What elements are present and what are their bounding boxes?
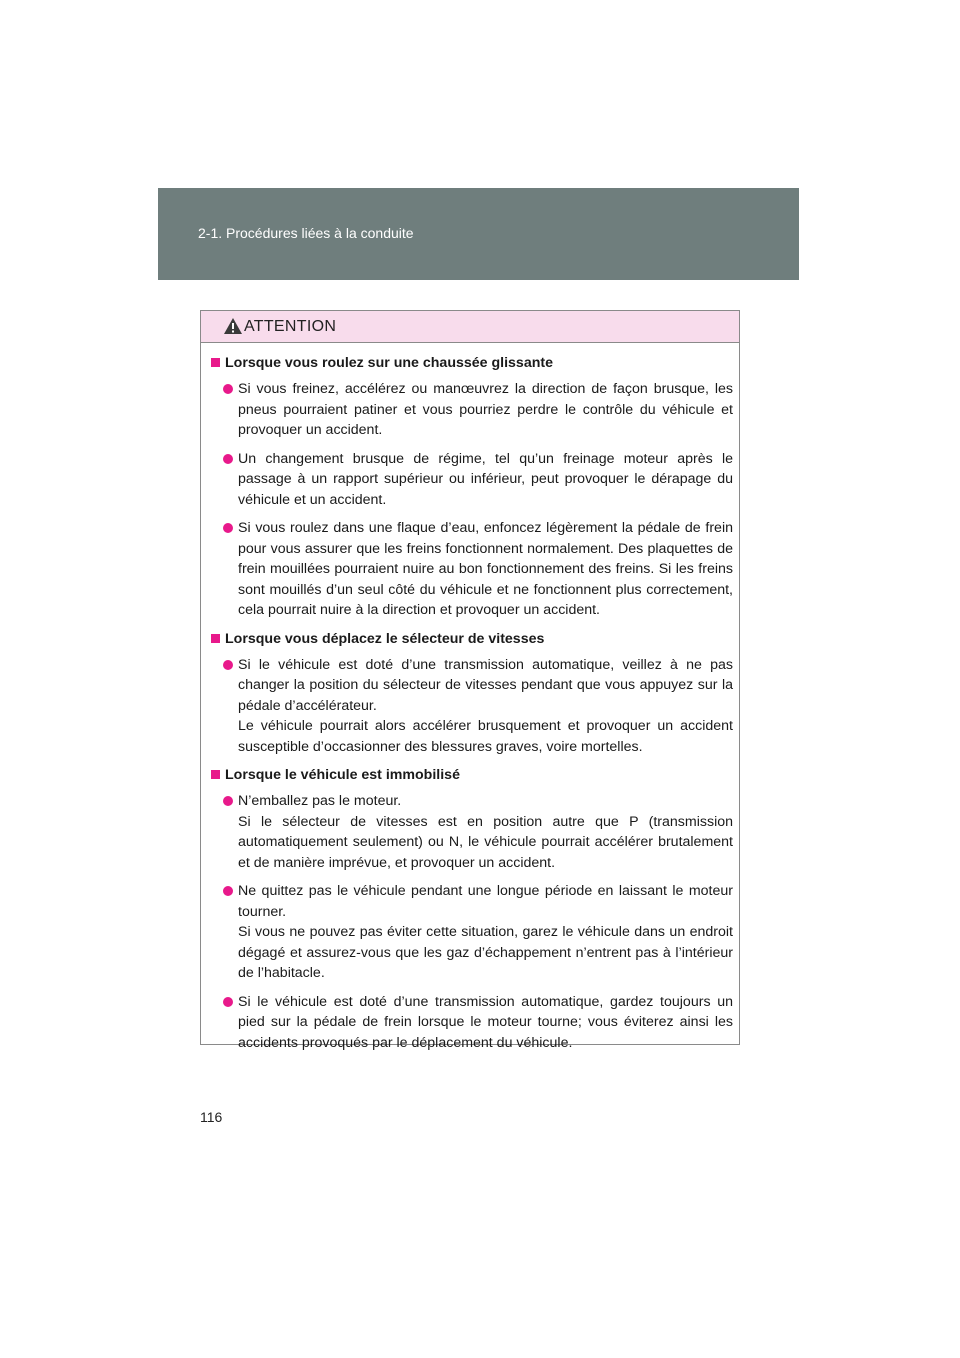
bullet-item xyxy=(223,379,733,441)
section-title: 2-1. Procédures liées à la conduite xyxy=(198,225,414,241)
section-heading xyxy=(211,353,733,373)
warning-triangle-icon xyxy=(223,317,243,335)
bullet-text: Ne quittez pas le véhicule pendant une longue période en laissant le moteur tourner. xyxy=(238,883,733,920)
attention-box xyxy=(200,310,740,1051)
round-bullet-icon xyxy=(223,997,233,1007)
bullet-text: N’emballez pas le moteur. xyxy=(238,793,402,809)
bullet-text: Un changement brusque de régime, tel qu’un freinage moteur après le passage à un rapport supérieur ou inférieur, peut provoquer le dérapage du véhicule et un accident. xyxy=(238,450,733,508)
round-bullet-icon xyxy=(223,660,233,670)
bullet-item xyxy=(223,449,733,511)
section-heading xyxy=(211,765,733,785)
square-bullet-icon xyxy=(211,634,220,643)
bullet-item xyxy=(223,791,733,873)
square-bullet-icon xyxy=(211,770,220,779)
section-heading xyxy=(211,629,733,649)
section-heading-text: Lorsque vous déplacez le sélecteur de vitesses xyxy=(225,630,545,647)
bullet-text: Le véhicule pourrait alors accélérer brusquement et provoquer un accident susceptible d’occasionner des blessures graves, voire mortelles. xyxy=(238,718,733,755)
bullet-text: Si vous freinez, accélérez ou manœuvrez la direction de façon brusque, les pneus pourraient patiner et vous pourriez perdre le contrôle du véhicule et provoquer un accident. xyxy=(238,381,733,438)
round-bullet-icon xyxy=(223,886,233,896)
bullet-text: Si vous roulez dans une flaque d’eau, enfoncez légèrement la pédale de frein pour vous assurer que les freins fonctionnent normalement. Des plaquettes de frein mouillées pourraient nuire au bon fonctionnement des freins. Si les freins sont mouillés d’un seul côté du véhicule et ne fonctionnent plus correctement, cela pourrait nuire à la direction et provoquer un accident. xyxy=(238,520,733,618)
page-number: 116 xyxy=(200,1109,223,1125)
square-bullet-icon xyxy=(211,358,220,367)
section-heading-text: Lorsque le véhicule est immobilisé xyxy=(225,767,460,783)
bullet-item xyxy=(223,655,733,758)
attention-title: ATTENTION xyxy=(244,318,337,335)
round-bullet-icon xyxy=(223,523,233,533)
bullet-text: Si le sélecteur de vitesses est en position autre que P (transmission automatiquement seulement) ou N, le véhicule pourrait accélérer brutalement et de manière imprévue, et provoquer un accident. xyxy=(238,813,733,871)
attention-body xyxy=(201,343,739,1053)
bullet-item xyxy=(223,518,733,621)
round-bullet-icon xyxy=(223,454,233,464)
round-bullet-icon xyxy=(223,796,233,806)
bullet-text: Si le véhicule est doté d’une transmission automatique, gardez toujours un pied sur la pédale de frein lorsque le moteur tourne; vous éviterez ainsi les accidents provoqués par le déplacement du véhicule. xyxy=(238,993,733,1051)
round-bullet-icon xyxy=(223,384,233,394)
bullet-item xyxy=(223,881,733,984)
attention-header xyxy=(201,311,739,343)
bullet-item xyxy=(223,992,733,1054)
chapter-header-band xyxy=(158,188,799,280)
bullet-text: Si vous ne pouvez pas éviter cette situation, garez le véhicule dans un endroit dégagé et assurez-vous que les gaz d’échappement n’entrent pas à l’intérieur de l’habitacle. xyxy=(238,924,733,981)
bullet-text: Si le véhicule est doté d’une transmission automatique, veillez à ne pas changer la position du sélecteur de vitesses pendant que vous appuyez sur la pédale d’accélérateur. xyxy=(238,656,733,714)
section-heading-text: Lorsque vous roulez sur une chaussée glissante xyxy=(225,355,553,371)
